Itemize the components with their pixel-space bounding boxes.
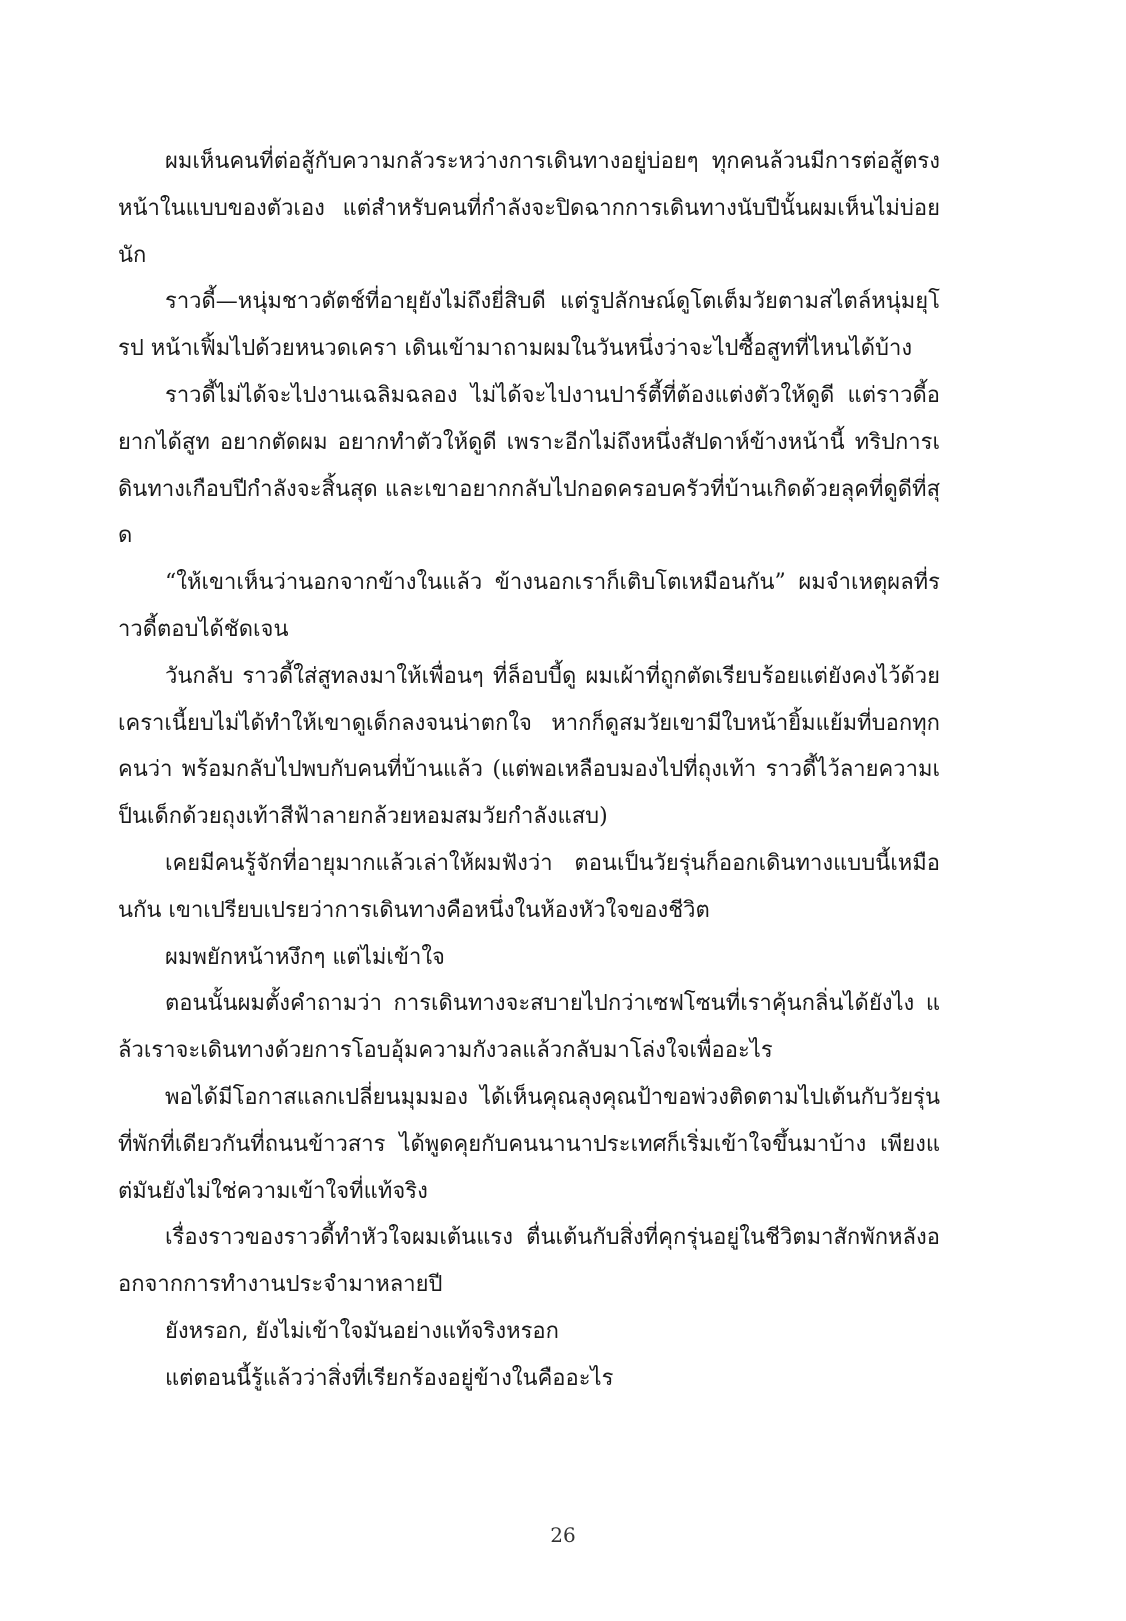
paragraph: ราวดี้—หนุ่มชาวดัตช์ที่อายุยังไม่ถึงยี่สิบดี แต่รูปลักษณ์ดูโตเต็มวัยตามสไตล์หนุ่มยุโรป หน้าเฟิ้มไปด้วยหนวดเครา เดินเข้ามาถามผมในวันหนึ่งว่าจะไปซื้อสูทที่ไหนได้บ้าง	[118, 289, 940, 362]
page-number: 26	[550, 1523, 576, 1547]
paragraph: ตอนนั้นผมตั้งคำถามว่า การเดินทางจะสบายไปกว่าเซฟโซนที่เราคุ้นกลิ่นได้ยังไง แล้วเราจะเดินทางด้วยการโอบอุ้มความกังวลแล้วกลับมาโล่งใจเพื่ออะไร	[118, 991, 940, 1064]
paragraph: พอได้มีโอกาสแลกเปลี่ยนมุมมอง ได้เห็นคุณลุงคุณป้าขอพ่วงติดตามไปเต้นกับวัยรุ่นที่พักที่เดียวกันที่ถนนข้าวสาร ได้พูดคุยกับคนนานาประเทศก็เริ่มเข้าใจขึ้นมาบ้าง เพียงแต่มันยังไม่ใช่ความเข้าใจที่แท้จริง	[118, 1084, 940, 1204]
paragraph: ราวดี้ไม่ได้จะไปงานเฉลิมฉลอง ไม่ได้จะไปงานปาร์ตี้ที่ต้องแต่งตัวให้ดูดี แต่ราวดี้อยากได้สูท อยากตัดผม อยากทำตัวให้ดูดี เพราะอีกไม่ถึงหนึ่งสัปดาห์ข้างหน้านี้ ทริปการเดินทางเกือบปีกำลังจะสิ้นสุด และเขาอยากกลับไปกอดครอบครัวที่บ้านเกิดด้วยลุคที่ดูดีที่สุด	[118, 382, 940, 549]
paragraph: เรื่องราวของราวดี้ทำหัวใจผมเต้นแรง ตื่นเต้นกับสิ่งที่คุกรุ่นอยู่ในชีวิตมาสักพักหลังออกจากการทำงานประจำมาหลายปี	[118, 1225, 940, 1298]
paragraph: เคยมีคนรู้จักที่อายุมากแล้วเล่าให้ผมฟังว่า ตอนเป็นวัยรุ่นก็ออกเดินทางแบบนี้เหมือนกัน เขาเปรียบเปรยว่าการเดินทางคือหนึ่งในห้องหัวใจของชีวิต	[118, 850, 940, 923]
paragraph: ยังหรอก, ยังไม่เข้าใจมันอย่างแท้จริงหรอก	[165, 1318, 559, 1344]
paragraph: “ให้เขาเห็นว่านอกจากข้างในแล้ว ข้างนอกเราก็เติบโตเหมือนกัน” ผมจำเหตุผลที่ราวดี้ตอบได้ชัดเจน	[118, 570, 940, 642]
paragraph: ผมเห็นคนที่ต่อสู้กับความกลัวระหว่างการเดินทางอยู่บ่อยๆ ทุกคนล้วนมีการต่อสู้ตรงหน้าในแบบของตัวเอง แต่สำหรับคนที่กำลังจะปิดฉากการเดินทางนับปีนั้นผมเห็นไม่บ่อยนัก	[118, 149, 940, 268]
paragraph: ผมพยักหน้าหงึกๆ แต่ไม่เข้าใจ	[165, 944, 445, 970]
paragraph: แต่ตอนนี้รู้แล้วว่าสิ่งที่เรียกร้องอยู่ข้างในคืออะไร	[165, 1365, 614, 1391]
body-text	[118, 139, 940, 1403]
paragraph: วันกลับ ราวดี้ใส่สูทลงมาให้เพื่อนๆ ที่ล็อบบี้ดู ผมเผ้าที่ถูกตัดเรียบร้อยแต่ยังคงไว้ด้วยเคราเนี้ยบไม่ได้ทำให้เขาดูเด็กลงจนน่าตกใจ หากก็ดูสมวัยเขามีใบหน้ายิ้มแย้มที่บอกทุกคนว่า พร้อมกลับไปพบกับคนที่บ้านแล้ว (แต่พอเหลือบมองไปที่ถุงเท้า ราวดี้ไว้ลายความเป็นเด็กด้วยถุงเท้าสีฟ้าลายกล้วยหอมสมวัยกำลังแสบ)	[118, 663, 940, 830]
